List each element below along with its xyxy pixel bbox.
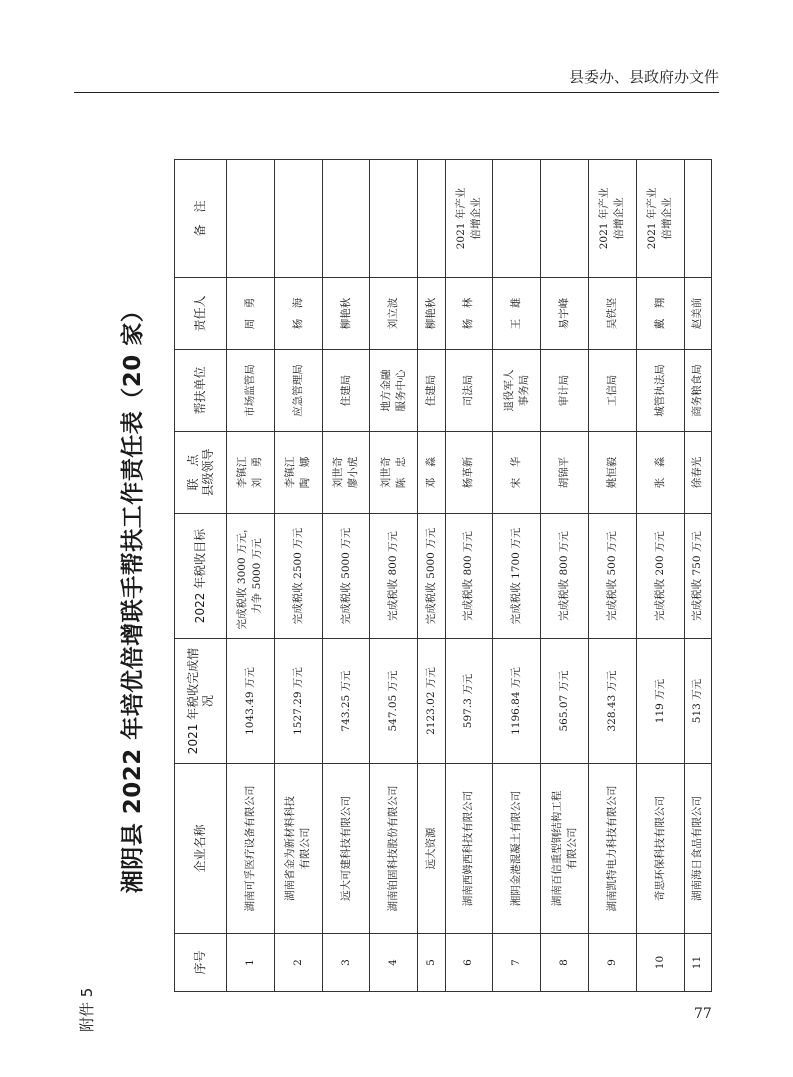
cell-index: 1 — [227, 934, 275, 992]
cell-target-2022: 完成税收 500 万元 — [589, 514, 637, 639]
cell-index: 5 — [418, 934, 445, 992]
attachment-label: 附件 5 — [78, 987, 96, 1032]
document-title: 湘阴县 2022 年培优倍增联手帮扶工作责任表（20 家） — [120, 298, 146, 894]
cell-index: 8 — [541, 934, 589, 992]
table-body — [227, 160, 712, 992]
cell-company: 湖南凯特电力科技有限公司 — [589, 764, 637, 934]
cell-unit: 退役军人 事务局 — [493, 350, 541, 432]
column-header-tax-2021: 2021 年税收完成情况 — [175, 639, 227, 764]
cell-target-2022: 完成税收 200 万元 — [636, 514, 684, 639]
cell-note — [274, 160, 322, 278]
table-row — [418, 160, 445, 992]
cell-leader: 李镇江 刘 勇 — [227, 432, 275, 514]
cell-person: 戴 翔 — [636, 278, 684, 350]
cell-target-2022: 完成税收 5000 万元 — [418, 514, 445, 639]
cell-tax-2021: 328.43 万元 — [589, 639, 637, 764]
cell-leader: 徐春光 — [684, 432, 711, 514]
column-header-person: 责任人 — [175, 278, 227, 350]
cell-unit: 城管执法局 — [636, 350, 684, 432]
cell-leader: 杨革新 — [445, 432, 493, 514]
cell-company: 湘阴金港混凝土有限公司 — [493, 764, 541, 934]
table-row — [227, 160, 275, 992]
cell-index: 3 — [322, 934, 370, 992]
cell-tax-2021: 2123.02 万元 — [418, 639, 445, 764]
table-row — [589, 160, 637, 992]
column-header-company: 企业名称 — [175, 764, 227, 934]
cell-tax-2021: 513 万元 — [684, 639, 711, 764]
cell-company: 湖南省金为新材料科技 有限公司 — [274, 764, 322, 934]
cell-company: 湖南西姆西科技有限公司 — [445, 764, 493, 934]
cell-person: 易宇峰 — [541, 278, 589, 350]
cell-leader: 宋 华 — [493, 432, 541, 514]
cell-unit: 地方金融 服务中心 — [370, 350, 418, 432]
table-header-row — [175, 160, 227, 992]
table-row — [445, 160, 493, 992]
table-row — [274, 160, 322, 992]
cell-leader: 邓 淼 — [418, 432, 445, 514]
column-header-target-2022: 2022 年税收目标 — [175, 514, 227, 639]
column-header-leader: 联 点 县级领导 — [175, 432, 227, 514]
cell-leader: 姚恒毅 — [589, 432, 637, 514]
cell-index: 4 — [370, 934, 418, 992]
column-header-unit: 帮扶单位 — [175, 350, 227, 432]
cell-target-2022: 完成税收 3000 万元， 力争 5000 万元 — [227, 514, 275, 639]
cell-note — [322, 160, 370, 278]
cell-note — [541, 160, 589, 278]
cell-company: 远大资源 — [418, 764, 445, 934]
cell-person: 杨 海 — [274, 278, 322, 350]
cell-tax-2021: 1196.84 万元 — [493, 639, 541, 764]
cell-tax-2021: 1527.29 万元 — [274, 639, 322, 764]
table-row — [370, 160, 418, 992]
cell-target-2022: 完成税收 800 万元 — [370, 514, 418, 639]
table-row — [684, 160, 711, 992]
header-divider — [74, 92, 719, 93]
cell-company: 湖南百信重型钢结构工程 有限公司 — [541, 764, 589, 934]
cell-note: 2021 年产业 倍增企业 — [589, 160, 637, 278]
cell-index: 9 — [589, 934, 637, 992]
cell-person: 吴铁坚 — [589, 278, 637, 350]
cell-unit: 市场监管局 — [227, 350, 275, 432]
cell-person: 柳艳秋 — [322, 278, 370, 350]
cell-person: 杨 林 — [445, 278, 493, 350]
cell-note — [418, 160, 445, 278]
cell-index: 2 — [274, 934, 322, 992]
cell-unit: 应急管理局 — [274, 350, 322, 432]
cell-company: 湖南可孚医疗设备有限公司 — [227, 764, 275, 934]
cell-person: 赵美前 — [684, 278, 711, 350]
cell-leader: 张 淼 — [636, 432, 684, 514]
cell-company: 湖南铂固科技股份有限公司 — [370, 764, 418, 934]
cell-leader: 刘世奇 廖小虎 — [322, 432, 370, 514]
cell-target-2022: 完成税收 2500 万元 — [274, 514, 322, 639]
cell-tax-2021: 565.07 万元 — [541, 639, 589, 764]
cell-unit: 司法局 — [445, 350, 493, 432]
cell-unit: 工信局 — [589, 350, 637, 432]
table-row — [322, 160, 370, 992]
cell-target-2022: 完成税收 750 万元 — [684, 514, 711, 639]
cell-tax-2021: 1043.49 万元 — [227, 639, 275, 764]
cell-person: 刘立波 — [370, 278, 418, 350]
cell-person: 柳艳秋 — [418, 278, 445, 350]
cell-target-2022: 完成税收 800 万元 — [445, 514, 493, 639]
cell-index: 10 — [636, 934, 684, 992]
cell-note — [493, 160, 541, 278]
cell-note: 2021 年产业 倍增企业 — [636, 160, 684, 278]
cell-tax-2021: 119 万元 — [636, 639, 684, 764]
cell-index: 11 — [684, 934, 711, 992]
responsibility-table — [174, 159, 712, 992]
table-row — [493, 160, 541, 992]
cell-unit: 住建局 — [322, 350, 370, 432]
cell-unit: 审计局 — [541, 350, 589, 432]
cell-note — [370, 160, 418, 278]
cell-person: 周 勇 — [227, 278, 275, 350]
cell-unit: 住建局 — [418, 350, 445, 432]
cell-tax-2021: 547.05 万元 — [370, 639, 418, 764]
cell-leader: 刘世奇 陈 忠 — [370, 432, 418, 514]
column-header-index: 序号 — [175, 934, 227, 992]
cell-leader: 李镇江 陶 娜 — [274, 432, 322, 514]
table-row — [636, 160, 684, 992]
header-title: 县委办、县政府办文件 — [568, 68, 719, 86]
cell-company: 远大可建科技有限公司 — [322, 764, 370, 934]
cell-note — [684, 160, 711, 278]
cell-tax-2021: 597.3 万元 — [445, 639, 493, 764]
cell-company: 湖南海日食品有限公司 — [684, 764, 711, 934]
column-header-note: 备 注 — [175, 160, 227, 278]
cell-tax-2021: 743.25 万元 — [322, 639, 370, 764]
cell-note — [227, 160, 275, 278]
cell-target-2022: 完成税收 5000 万元 — [322, 514, 370, 639]
cell-company: 奇思环保科技有限公司 — [636, 764, 684, 934]
cell-leader: 胡锦平 — [541, 432, 589, 514]
page-number: 77 — [694, 1006, 712, 1022]
cell-person: 王 雄 — [493, 278, 541, 350]
cell-index: 6 — [445, 934, 493, 992]
cell-unit: 商务粮食局 — [684, 350, 711, 432]
cell-index: 7 — [493, 934, 541, 992]
rotated-content — [74, 160, 714, 1032]
cell-note: 2021 年产业 倍增企业 — [445, 160, 493, 278]
table-row — [541, 160, 589, 992]
cell-target-2022: 完成税收 1700 万元 — [493, 514, 541, 639]
cell-target-2022: 完成税收 800 万元 — [541, 514, 589, 639]
